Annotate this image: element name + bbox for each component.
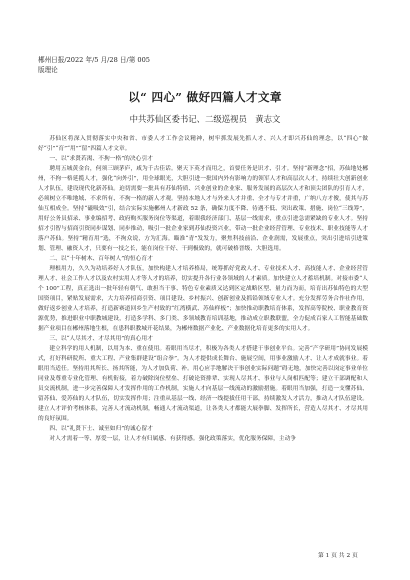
- section-heading-3: 三、以“人尽其才、才尽其用”的真心用才: [49, 336, 153, 342]
- article-title: 以“ 四心” 做好四篇人才文章: [128, 90, 282, 104]
- section-label: 版理论: [38, 66, 58, 74]
- paragraph-section-3: 建立科学的用人机制，以用为本、重在使用。着眼用当尽才，积极为各类人才搭建干事创业平台。完善“产学研用”协同发展模式，打好科研院所、重大工程、产业集群建设“组合拳”。为人才提供成长舞台、施展空间，用事业激励人才、让人才成就事业。着眼用当适任。坚持用其所长、扬其所能，为人才加负荷、补。用心应手地解决干事创业实际问题“碍无地，加快完善以岗定事业单位同业及尊重专业化管理、有机衔接，着力破除岗位壁垒、打破论资排辈、实现人尽其才、事业与人岗相匹配等；建立干部调配和人员交流机制，进一步完善保障人才发挥作用的工作机制，实施人才向基层一线流动的激励措施。着眼用当加强，打造一支懂苏仙、留苏仙、爱苏仙的人才队伍，切实发挥作用；注重从基层一线、经济一线提拔任用干部，持续激发人才活力，推动人才队伍建设。建立人才评价考核体系，完善人才流动机制，畅通人才流动渠道，让各类人才都能大展拳脚、发挥所长，营造人尽其才、才尽其用的良好氛围。: [38, 346, 368, 422]
- article-body: [38, 134, 368, 444]
- paragraph-section-4: 对人才需着一等、厚爱一层，让人才有归属感、有获得感。强化政策落实，优化服务保障，主动争: [49, 436, 297, 442]
- section-heading-2: 二、以“十年树木、百年树人”的恒心育才: [49, 256, 153, 262]
- page-indicator: 第 1 页 共 2 页: [318, 553, 358, 559]
- paragraph-section-2: 理根用力，久久为功培养好人才队伍，加快构建人才培养格局，统筹抓好党政人才、专业技术人才、高技能人才、企业经营管理人才、社会工作人才以及农村实用人才等人才的培养，切实提升各行业各领域的人才素质。加快建立人才蓄培机制。对接市委“人个 100”工程，真正选出一批年轻有朝气、敢担当干事、特色专业素质又达到区定战略区型、量力而为而，培育出苏仙特色的大型国资项目，紧贴发展需求，大力培养招商引资、项目建设、乡村振兴、创新创业及抓铅领域专业人才。充分发挥劳务合作社作用，做好返乡创业人才培养，打造新赛道回乡生产村致的“红湾横武、苏仙样板”；加快推动职教培育体系，发挥高等院校、职业教育资源优势，推进职业中职教城建设，打造多学科、多门类、多领域教育培训基地，推动成立职教联盟，全力促成百家人工智能基础数据产业项目在郴州落地生根，在患科职教城开花结果，为郴州数据产业化、产业数据化培育更多的实用人才。: [38, 266, 368, 332]
- paragraph-intro: 苏仙区将深入贯彻落实中央和省、市委人才工作会议精神，树牢抓发展先抓人才、兴人才即兴苏仙的理念，以“四心”做好“引”“育”“用”“留”四篇人才文章。: [38, 136, 368, 152]
- section-heading-4: 四、以“礼贤下士、诚至如归”的诚心留才: [49, 426, 153, 432]
- article-byline: 中共苏仙区委书记、二级巡视员 黄志文: [129, 114, 281, 124]
- source-line: 郴州日报/2022 年/5 月/28 日/第 005: [38, 56, 150, 64]
- paragraph-section-1: 聘用五城黄金台，何须三顾茅庐，咸为千古佳话。聚天下英才而用之，首要任务是识才、引才。坚持“新理念”招，苏仙地处郴州，不拘一格延揽人才，强化“向外引”，用全球眼光，大胆引进一批国内外有影响力的领军人才和高层次人才，持续壮大创新创业人才队伍，建设现代化新苏仙。迫切需要一批具有苏仙特质、兴业创业的企业家、服务发展的高层次人才和顶尖团队的引育人才，必须树立不唯地域、不求所有、不拘一格的新人才观。坚持本地人才与外来人才并重、全才与专才并重，广纳八方才俊，使其与苏仙互相成全。坚持“磁吸效”引，结合实际实施郴州人才新政 52 条，确保力度不降、待遇不低、突出政策、措施、岗位“三线筹”，用好公务员招录、事业编招考、政府购买服务岗位等渠道，着眼我经济部门、基层一线需求，重点引进急需紧缺的专业人才。坚持招才引智与招商引资同步谋划、同步推动，吸引一批企业家到苏仙投资兴业，带动一批企业经营管理、专业技术、职业技能等人才落户苏仙。坚持“精育用”选，不拘众说，方为汇海。瞄准“青”发发力，聚焦科技前沿、企业润需，发展重点，突出引进培引进策划、管理、融资人才，只要有一技之长，能在岗位干好、干到极致的，就可破格晋级、大胆选用。: [38, 166, 368, 252]
- section-heading-1: 一、以“求贤若渴、不拘一格”的决心引才: [49, 156, 153, 162]
